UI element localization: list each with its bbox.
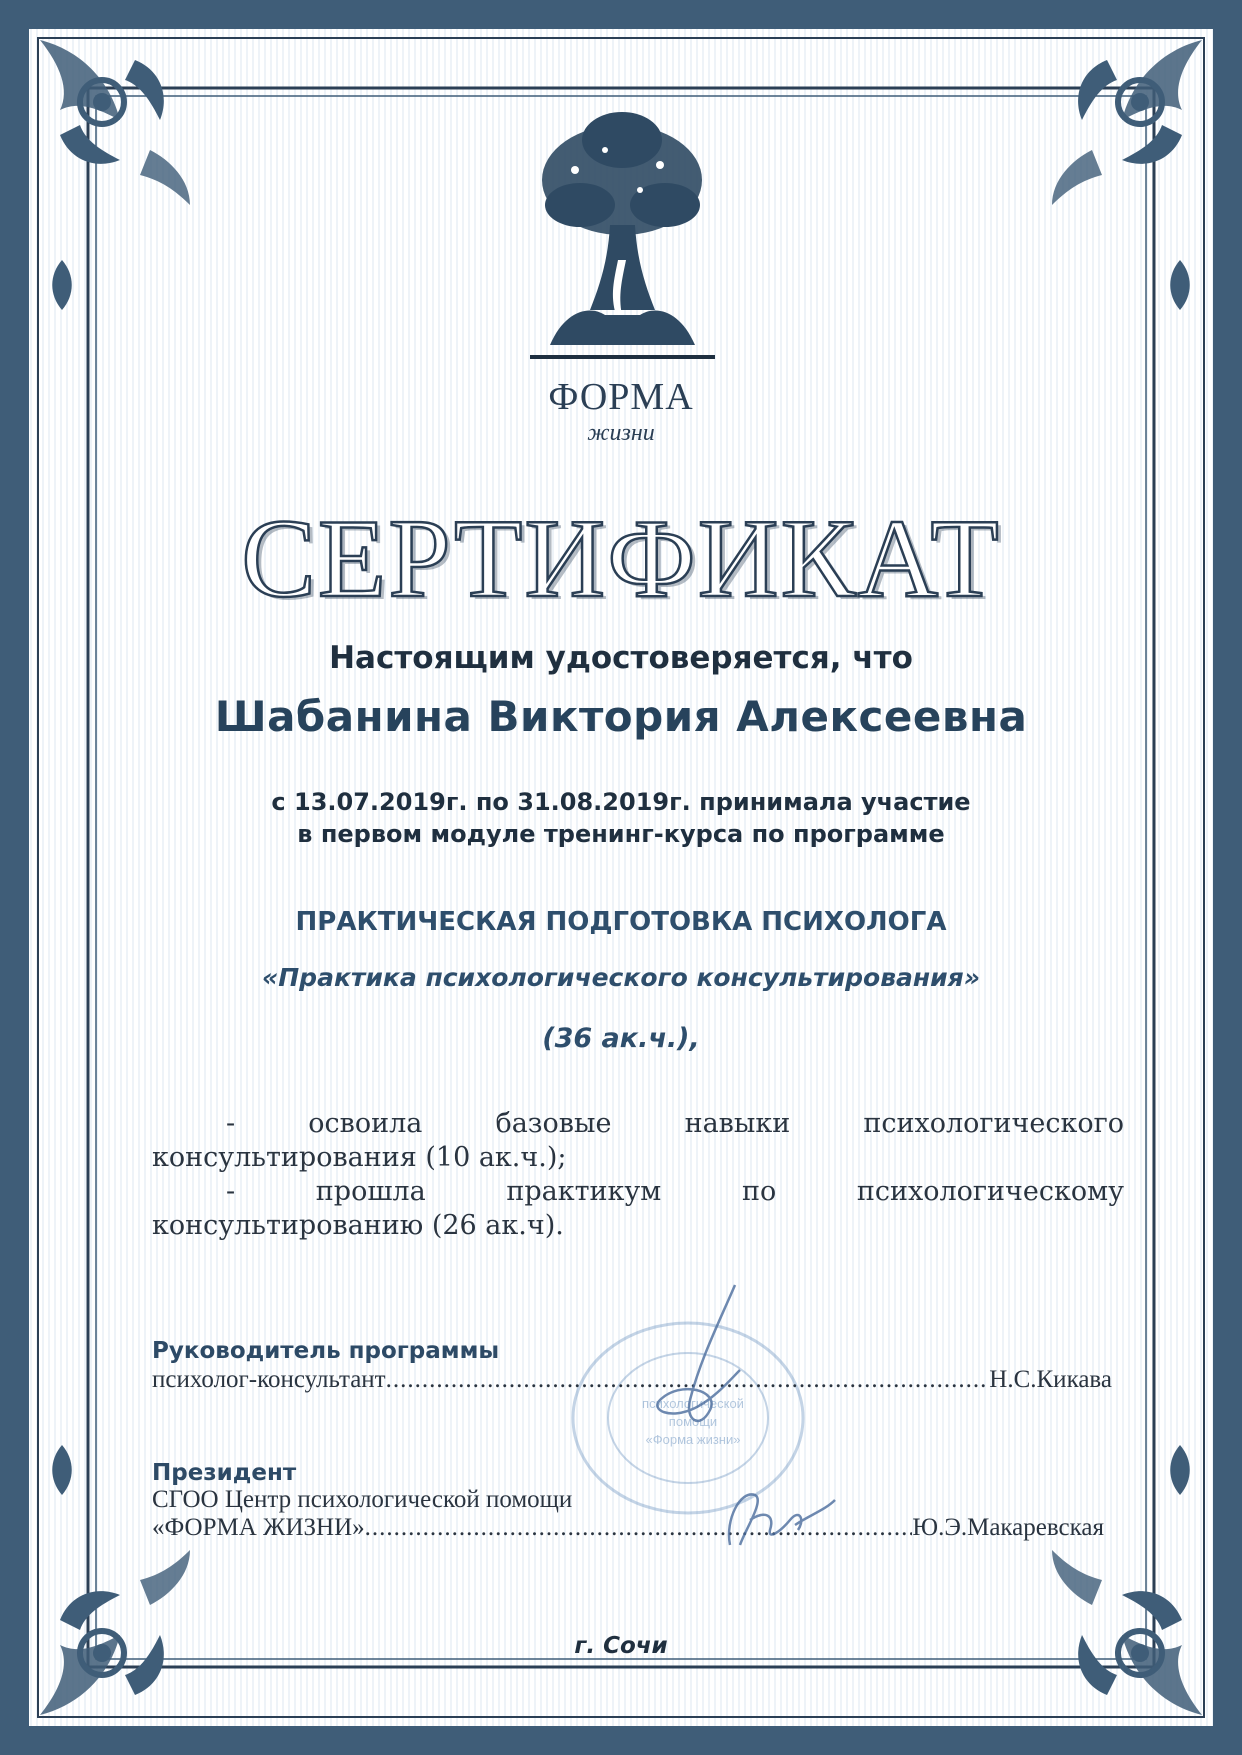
logo-title: ФОРМА [548, 376, 694, 418]
handwritten-signature-1 [640, 1280, 760, 1440]
result-item-1-line-2: консультирования (10 ак.ч.); [152, 1142, 567, 1173]
signatory-2-org-line-2: «ФОРМА ЖИЗНИ» [152, 1514, 365, 1541]
signatory-1-title: Руководитель программы [152, 1338, 500, 1364]
stamp-text-2: помощи [668, 1414, 718, 1429]
result-item-1-line-1: - освоила базовые навыки психологического [226, 1108, 1124, 1139]
signatory-2-org-line-1: СГОО Центр психологической помощи [152, 1486, 573, 1513]
logo-subtitle: жизни [587, 420, 655, 446]
recipient-name: Шабанина Виктория Алексеевна [214, 692, 1028, 741]
signatory-1-name: Н.С.Кикава [989, 1366, 1112, 1393]
signatory-2-name: Ю.Э.Макаревская [912, 1514, 1104, 1541]
certificate-title: СЕРТИФИКАТ [241, 497, 1001, 621]
result-item-2-line-1: - прошла практикум по психологическому [226, 1176, 1124, 1207]
stamp-text-1: психологической [642, 1396, 744, 1411]
tree-logo-icon [530, 110, 715, 360]
intro-text: Настоящим удостоверяется, что [329, 640, 913, 676]
signature-block-1 [152, 1338, 1112, 1394]
period-line-2: в первом модуле тренинг-курса по программе [297, 820, 945, 848]
signatory-2-title: Президент [152, 1460, 297, 1486]
course-hours: (36 ак.ч.), [542, 1023, 700, 1054]
course-title: «Практика психологического консультирования» [262, 963, 980, 992]
signatory-1-role: психолог-консультант [152, 1366, 386, 1393]
program-title: ПРАКТИЧЕСКАЯ ПОДГОТОВКА ПСИХОЛОГА [295, 907, 947, 937]
handwritten-signature-2 [710, 1470, 840, 1560]
city-footer: г. Сочи [574, 1633, 668, 1659]
signature-block-2 [152, 1460, 1104, 1542]
results-list [152, 1107, 1124, 1243]
stamp-text-3: «Форма жизни» [645, 1432, 741, 1447]
period-line-1: с 13.07.2019г. по 31.08.2019г. принимала участие [271, 788, 971, 816]
result-item-2-line-2: консультированию (26 ак.ч). [152, 1210, 564, 1241]
